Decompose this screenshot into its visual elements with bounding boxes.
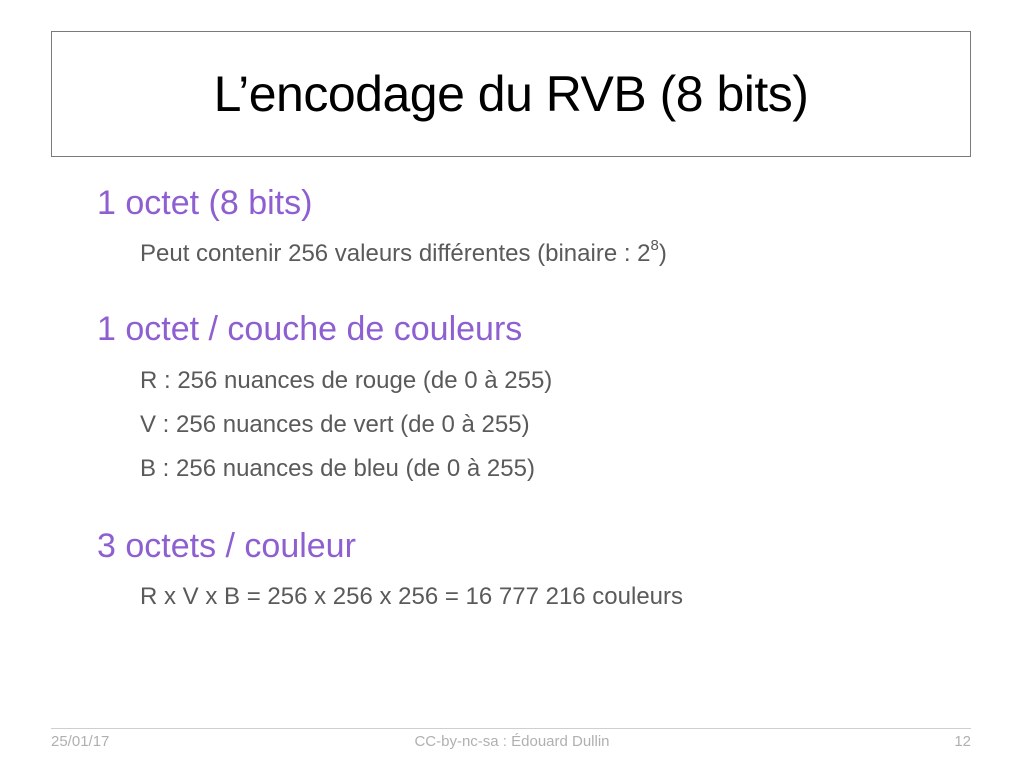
- section-2-line-2: V : 256 nuances de vert (de 0 à 255): [140, 411, 530, 438]
- footer-divider: [51, 728, 971, 729]
- section-2-line-1: R : 256 nuances de rouge (de 0 à 255): [140, 367, 553, 394]
- footer-credit: CC-by-nc-sa : Édouard Dullin: [414, 733, 610, 750]
- section-heading-2: 1 octet / couche de couleurs: [97, 310, 523, 348]
- footer-page-number: 12: [954, 733, 971, 750]
- section-heading-1: 1 octet (8 bits): [97, 184, 313, 222]
- section-2-line-3: B : 256 nuances de bleu (de 0 à 255): [140, 455, 535, 482]
- section-1-line-1-suffix: ): [658, 240, 667, 267]
- section-heading-3: 3 octets / couleur: [97, 527, 356, 565]
- section-1-line-1-text: Peut contenir 256 valeurs différentes (binaire : 2: [140, 240, 651, 267]
- section-1-line-1: [140, 237, 667, 268]
- footer-date: 25/01/17: [51, 733, 110, 750]
- section-1-line-1-exponent: 8: [650, 237, 659, 254]
- section-3-line-1: R x V x B = 256 x 256 x 256 = 16 777 216 couleurs: [140, 583, 684, 610]
- title-box: [51, 31, 971, 157]
- slide-title: L’encodage du RVB (8 bits): [213, 66, 809, 122]
